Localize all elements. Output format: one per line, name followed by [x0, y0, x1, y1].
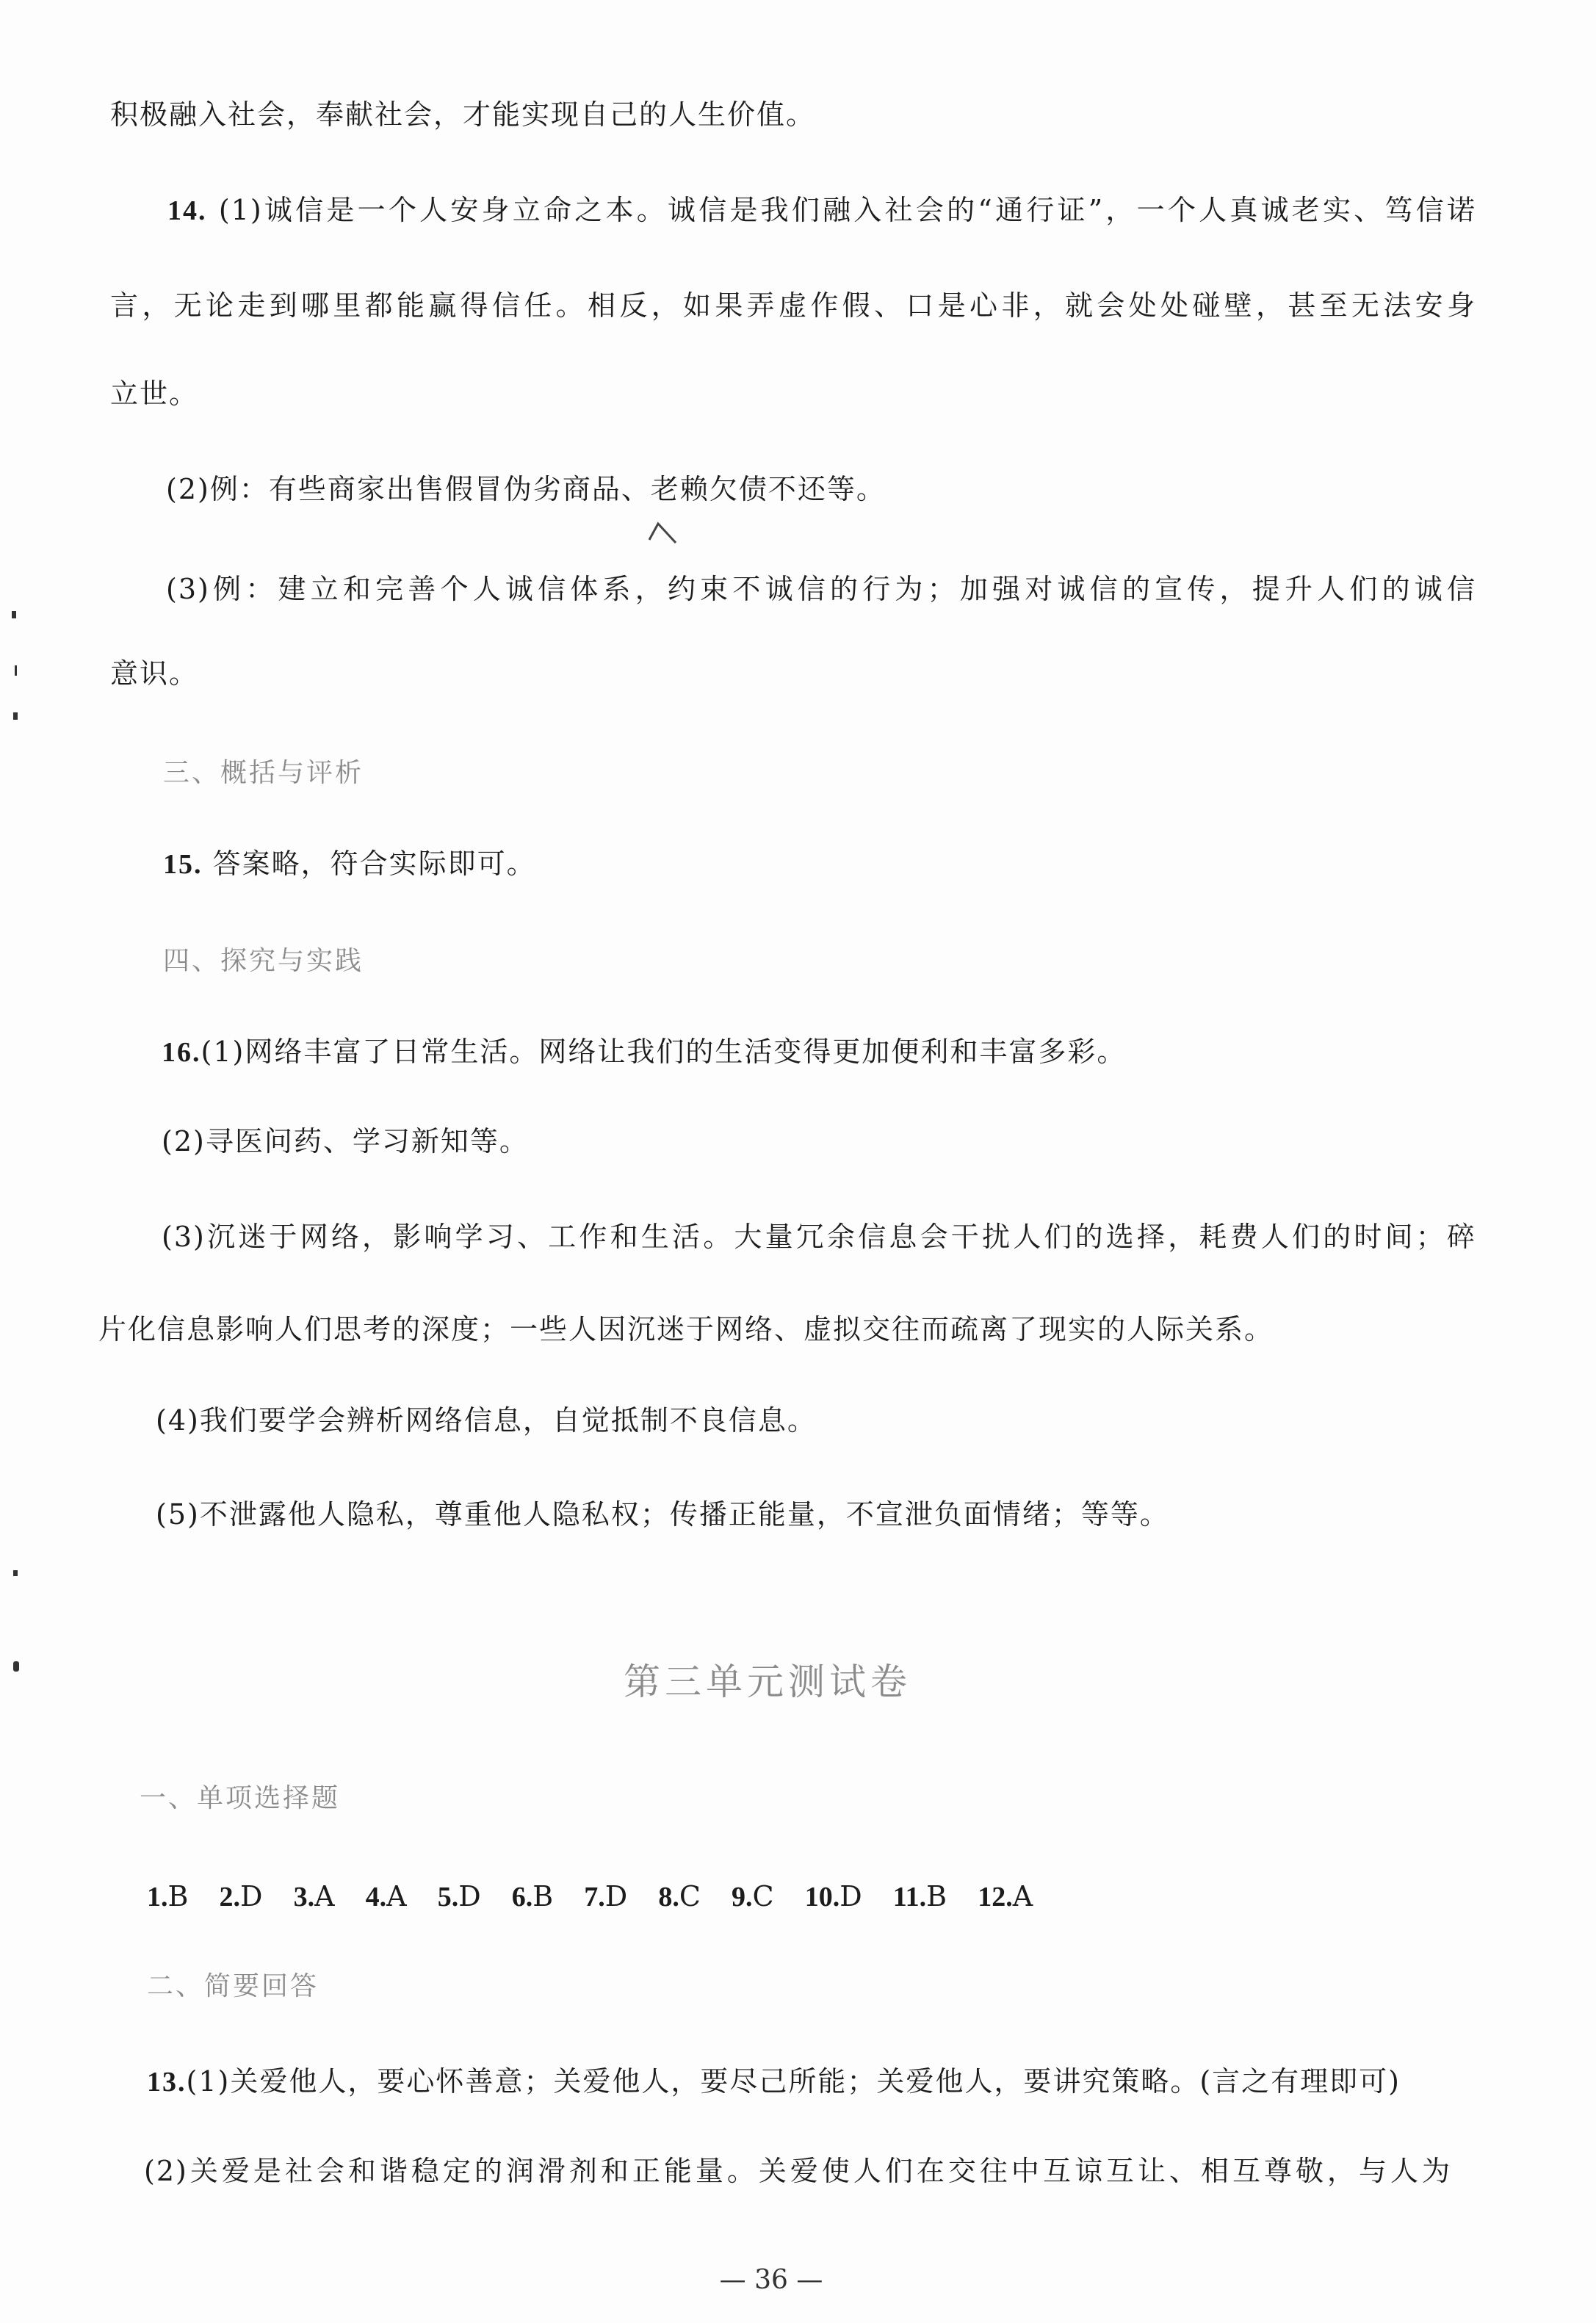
scan-mark — [12, 611, 16, 618]
answer-item: 1.B — [147, 1880, 189, 1912]
answer-item: 2.D — [219, 1880, 263, 1912]
answer-item: 10.D — [804, 1880, 862, 1912]
question-16-part-5: (5)不泄露他人隐私，尊重他人隐私权；传播正能量，不宣泄负面情绪；等等。 — [156, 1498, 1169, 1531]
paragraph-line: 言，无论走到哪里都能赢得信任。相反，如果弄虚作假、口是心非，就会处处碰壁，甚至无法安身 — [110, 289, 1476, 322]
section-heading: 四、探究与实践 — [163, 946, 364, 976]
scan-mark — [13, 1661, 19, 1672]
paragraph-line: 意识。 — [110, 657, 199, 690]
answer-item: 3.A — [293, 1880, 335, 1912]
answer-item: 8.C — [658, 1880, 701, 1912]
unit-question-13-part-2: (2)关爱是社会和谐稳定的润滑剂和正能量。关爱使人们在交往中互谅互让、相互尊敬，与人为 — [144, 2155, 1451, 2187]
question-text: (1)诚信是一个人安身立命之本。诚信是我们融入社会的“通行证”，一个人真诚老实、笃信诺 — [218, 194, 1476, 226]
question-14-part-3: (3)例：建立和完善个人诚信体系，约束不诚信的行为；加强对诚信的宣传，提升人们的诚信 — [166, 573, 1476, 605]
choice-answers — [147, 1880, 1055, 1913]
paragraph-line: 片化信息影响人们思考的深度；一些人因沉迷于网络、虚拟交往而疏离了现实的人际关系。 — [98, 1313, 1274, 1345]
paragraph-line: 积极融入社会，奉献社会，才能实现自己的人生价值。 — [110, 98, 816, 131]
paragraph-line: 立世。 — [110, 377, 199, 410]
answer-item: 12.A — [978, 1880, 1033, 1912]
question-text: (1)网络丰富了日常生活。网络让我们的生活变得更加便利和丰富多彩。 — [201, 1036, 1127, 1068]
question-15 — [163, 846, 536, 882]
question-14-part-1 — [167, 192, 1476, 228]
unit-title: 第三单元测试卷 — [624, 1661, 911, 1703]
answer-item: 9.C — [732, 1880, 774, 1912]
question-number: 13. — [147, 2067, 187, 2098]
question-16-part-1 — [162, 1034, 1126, 1070]
answer-item: 5.D — [437, 1880, 481, 1912]
question-number: 14. — [167, 195, 207, 226]
answer-item: 6.B — [511, 1880, 554, 1912]
answer-item: 7.D — [584, 1880, 628, 1912]
section-heading: 二、简要回答 — [147, 1971, 319, 2001]
question-number: 16. — [162, 1037, 201, 1068]
scan-mark — [13, 1570, 18, 1576]
question-16-part-4: (4)我们要学会辨析网络信息，自觉抵制不良信息。 — [156, 1404, 817, 1437]
question-16-part-3: (3)沉迷于网络，影响学习、工作和生活。大量冗余信息会干扰人们的选择，耗费人们的时间；碎 — [162, 1221, 1476, 1253]
section-heading: 三、概括与评析 — [163, 758, 364, 788]
question-14-part-2: (2)例：有些商家出售假冒伪劣商品、老赖欠债不还等。 — [166, 473, 886, 505]
question-text: 答案略，符合实际即可。 — [212, 848, 536, 880]
question-number: 15. — [163, 849, 203, 880]
scan-mark — [13, 712, 18, 720]
section-heading: 一、单项选择题 — [140, 1783, 341, 1813]
unit-question-13-part-1 — [147, 2064, 1401, 2100]
scan-mark — [15, 665, 17, 676]
pen-mark — [646, 518, 690, 547]
question-16-part-2: (2)寻医问药、学习新知等。 — [162, 1125, 529, 1157]
answer-item: 11.B — [892, 1880, 947, 1912]
answer-item: 4.A — [365, 1880, 407, 1912]
page-number: — 36 — — [719, 2265, 823, 2295]
question-text: (1)关爱他人，要心怀善意；关爱他人，要尽己所能；关爱他人，要讲究策略。(言之有理即可) — [186, 2065, 1401, 2098]
